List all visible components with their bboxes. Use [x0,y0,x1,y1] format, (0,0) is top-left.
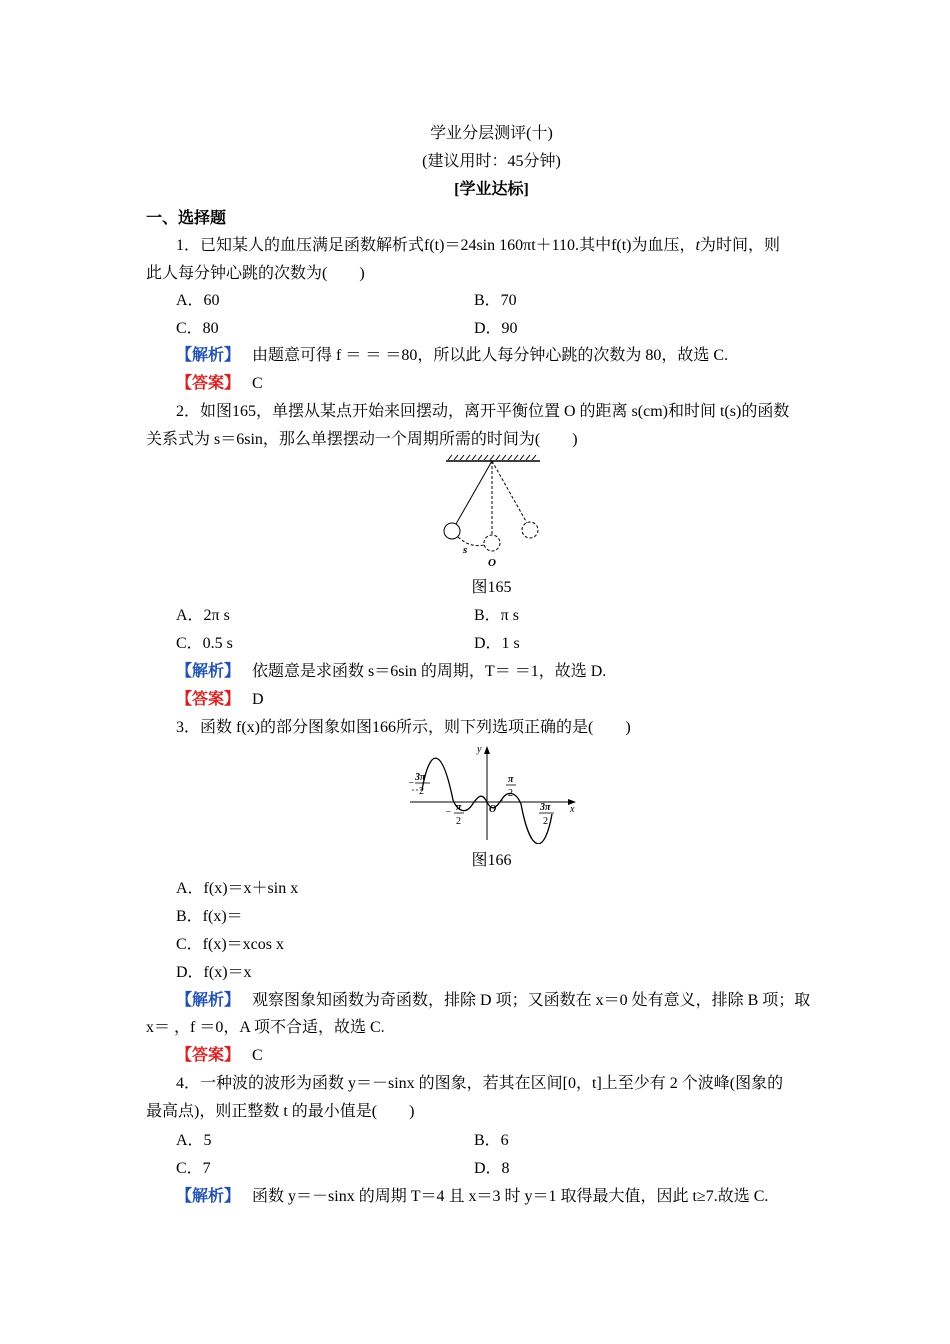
q2-option-d: D．1 s [474,635,520,652]
q4-option-d: D．8 [474,1160,510,1177]
tick-labels [408,744,575,827]
q1-option-d: D．90 [474,320,518,337]
q1-option-b: B．70 [474,292,517,309]
q1-option-c: C．80 [176,320,219,337]
q4-stem-line2: 最高点)，则正整数 t 的最小值是( ) [146,1103,415,1120]
answer-label: 【答案】 [176,1047,241,1064]
tick-3pi-2-num: 3π [540,802,551,813]
q2-option-c: C．0.5 s [176,635,233,652]
q3-answer: 【答案】 C [176,1047,263,1064]
answer-label: 【答案】 [176,375,241,392]
y-axis-arrow [484,746,490,754]
q2-option-b: B．π s [474,607,519,624]
analysis-label: 【解析】 [176,992,241,1009]
y-axis-label: y [477,744,482,755]
function-graph-figure [402,740,582,844]
q1-option-a: A．60 [176,292,220,309]
page-title: 学业分层测评(十) [430,125,553,142]
part-heading: 一、选择题 [146,210,227,227]
q3-analysis-line1: 【解析】 观察图象知函数为奇函数，排除 D 项；又函数在 x＝0 处有意义，排除 B 项；取 [176,992,811,1009]
figure-166-caption: 图166 [471,852,512,869]
label-s: s [463,544,468,556]
origin-label: O [489,804,497,815]
q4-stem-line1: 4．一种波的波形为函数 y＝－sinx 的图象，若其在区间[0，t]上至少有 2 个波峰(图象的 [176,1075,784,1092]
q3-option-b: B．f(x)＝ [176,908,243,925]
pendulum-bob-left [444,523,460,539]
tick-pi-2-num: π [508,774,514,785]
q2-answer: 【答案】 D [176,691,264,708]
q2-option-a: A．2π s [176,607,230,624]
label-o: O [488,557,496,569]
page-subtitle: (建议用时：45分钟) [422,153,561,170]
tick-minus-pi-2-den: 2 [456,816,461,827]
q3-option-c: C．f(x)＝xcos x [176,936,284,953]
tick-minus-pi-2-sign: − [445,807,452,818]
q3-option-d: D．f(x)＝x [176,964,252,981]
figure-165-caption: 图165 [471,579,512,596]
pendulum-bob-right [522,522,538,538]
analysis-label: 【解析】 [176,1188,241,1205]
q4-option-b: B．6 [474,1132,509,1149]
q4-analysis: 【解析】 函数 y＝－sinx 的周期 T＝4 且 x＝3 时 y＝1 取得最大值，因此 t≥7.故选 C. [176,1188,769,1205]
q2-stem-line1: 2．如图165，单摆从某点开始来回摆动，离开平衡位置 O 的距离 s(cm)和时间 t(s)的函数 [176,403,790,420]
q4-option-c: C．7 [176,1160,211,1177]
tick-3pi-2-den: 2 [543,816,548,827]
tick-pi-2-den: 2 [508,788,513,799]
q2-stem-line2: 关系式为 s＝6sin，那么单摆摆动一个周期所需的时间为( ) [146,431,578,448]
analysis-label: 【解析】 [176,663,241,680]
ceiling-hatch [448,455,536,460]
q1-answer: 【答案】 C [176,375,263,392]
tick-minus-3pi-2-sign: − [408,778,415,789]
pendulum-string-right [492,461,527,523]
q3-analysis-line2: x＝ ，f ＝0，A 项不合适，故选 C. [146,1019,385,1036]
swing-arc [458,537,484,546]
pendulum-string-left [456,461,492,524]
q4-option-a: A．5 [176,1132,212,1149]
answer-label: 【答案】 [176,691,241,708]
tick-minus-3pi-2-num: 3π [415,772,426,783]
tick-minus-3pi-2-den: 2 [419,786,424,797]
q1-analysis: 【解析】 由题意可得 f ＝ ＝ ＝80，所以此人每分钟心跳的次数为 80，故选 C. [176,347,729,364]
pendulum-figure [436,452,548,572]
tick-minus-pi-2-num: π [456,802,462,813]
x-axis-label: x [570,804,575,815]
q1-stem-line1: 1．已知某人的血压满足函数解析式f(t)＝24sin 160πt＋110.其中f(t)为血压，t为时间，则 [176,237,780,254]
q2-analysis: 【解析】 依题意是求函数 s＝6sin 的周期，T＝ ＝1，故选 D. [176,663,607,680]
q1-stem-line2: 此人每分钟心跳的次数为( ) [146,265,365,282]
q3-stem: 3．函数 f(x)的部分图象如图166所示，则下列选项正确的是( ) [176,719,631,736]
section-heading: [学业达标] [454,181,529,198]
q3-option-a: A．f(x)＝x＋sin x [176,880,299,897]
analysis-label: 【解析】 [176,347,241,364]
pendulum-bob-center [484,535,500,551]
